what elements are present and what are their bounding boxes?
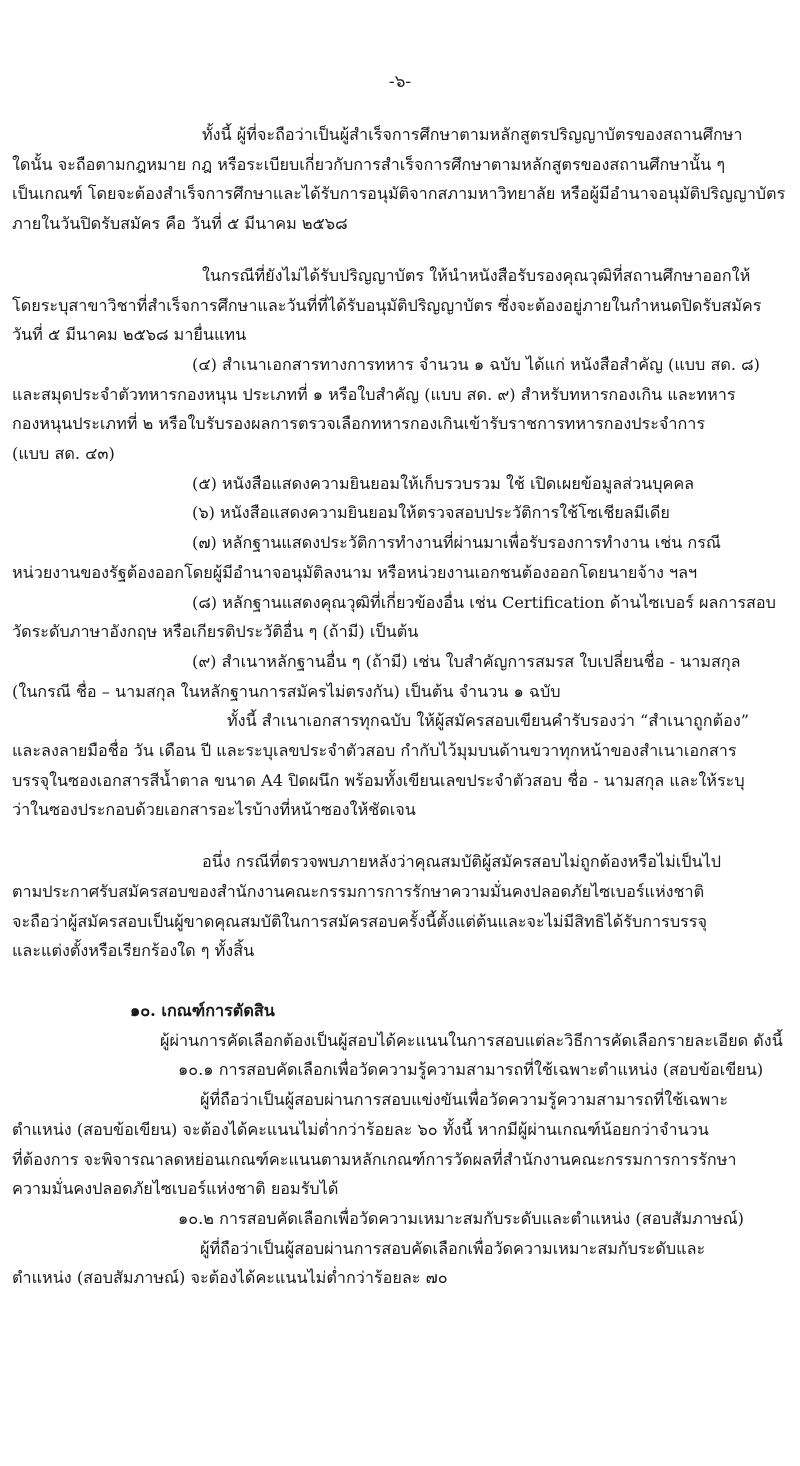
paragraph-spacer <box>12 239 788 261</box>
text-line: โดยระบุสาขาวิชาที่สำเร็จการศึกษาและวันที่ที่ได้รับอนุมัติปริญญาบัตร ซึ่งจะต้องอยู่ภายในกำหนดปิดรับสมัคร <box>12 295 762 315</box>
text-line: ๑๐.๒ การสอบคัดเลือกเพื่อวัดความเหมาะสมกับระดับและตำแหน่ง (สอบสัมภาษณ์) <box>178 1208 744 1228</box>
text-line: ทั้งนี้ ผู้ที่จะถือว่าเป็นผู้สำเร็จการศึกษาตามหลักสูตรปริญญาบัตรของสถานศึกษา <box>202 125 743 144</box>
section-heading: ๑๐. เกณฑ์การตัดสิน <box>130 1000 275 1020</box>
paragraph-spacer <box>12 966 788 996</box>
text-line: ผู้ที่ถือว่าเป็นผู้สอบผ่านการสอบคัดเลือกเพื่อวัดความเหมาะสมกับระดับและ <box>200 1238 706 1258</box>
text-line: (๙) สำเนาหลักฐานอื่น ๆ (ถ้ามี) เช่น ใบสำคัญการสมรส ใบเปลี่ยนชื่อ - นามสกุล <box>192 651 741 671</box>
text-line: ทั้งนี้ สำเนาเอกสารทุกฉบับ ให้ผู้สมัครสอบเขียนคำรับรองว่า “สำเนาถูกต้อง” <box>227 711 749 731</box>
text-line: ใดนั้น จะถือตามกฎหมาย กฎ หรือระเบียบเกี่ยวกับการสำเร็จการศึกษาตามหลักสูตรของสถานศึกษานั้น ๆ <box>12 154 726 174</box>
page-number: -๖- <box>388 72 412 92</box>
paragraph-spacer <box>12 825 788 847</box>
text-line: (แบบ สด. ๔๓) <box>12 444 115 464</box>
text-line: และลงลายมือชื่อ วัน เดือน ปี และระบุเลขประจำตัวสอบ กำกับไว้มุมบนด้านขวาทุกหน้าของสำเนาเอกสาร <box>12 741 737 761</box>
text-line: วัดระดับภาษาอังกฤษ หรือเกียรติประวัติอื่น ๆ (ถ้ามี) เป็นต้น <box>12 622 419 642</box>
text-line: (๖) หนังสือแสดงความยินยอมให้ตรวจสอบประวัติการใช้โซเชียลมีเดีย <box>192 503 670 523</box>
text-line: ตำแหน่ง (สอบสัมภาษณ์) จะต้องได้คะแนนไม่ต่ำกว่าร้อยละ ๗๐ <box>12 1268 448 1288</box>
text-line: ความมั่นคงปลอดภัยไซเบอร์แห่งชาติ ยอมรับได้ <box>12 1179 339 1199</box>
text-line: ว่าในซองประกอบด้วยเอกสารอะไรบ้างที่หน้าซองให้ชัดเจน <box>12 800 416 820</box>
text-line: และแต่งตั้งหรือเรียกร้องใด ๆ ทั้งสิ้น <box>12 941 255 961</box>
text-line: ตำแหน่ง (สอบข้อเขียน) จะต้องได้คะแนนไม่ต่ำกว่าร้อยละ ๖๐ ทั้งนี้ หากมีผู้ผ่านเกณฑ์น้อยกว่าจำนวน <box>12 1119 709 1139</box>
text-line: วันที่ ๕ มีนาคม ๒๕๖๘ มายื่นแทน <box>12 325 247 345</box>
text-line: (ในกรณี ชื่อ – นามสกุล ในหลักฐานการสมัครไม่ตรงกัน) เป็นต้น จำนวน ๑ ฉบับ <box>12 681 561 701</box>
text-line: กองหนุนประเภทที่ ๒ หรือใบรับรองผลการตรวจเลือกทหารกองเกินเข้ารับราชการทหารกองประจำการ <box>12 414 706 434</box>
text-line: (๕) หนังสือแสดงความยินยอมให้เก็บรวบรวม ใช้ เปิดเผยข้อมูลส่วนบุคคล <box>192 473 695 493</box>
text-line: (๘) หลักฐานแสดงคุณวุฒิที่เกี่ยวข้องอื่น เช่น Certification ด้านไซเบอร์ ผลการสอบ <box>192 592 776 612</box>
text-line: บรรจุในซองเอกสารสีน้ำตาล ขนาด A4 ปิดผนึก พร้อมทั้งเขียนเลขประจำตัวสอบ ชื่อ - นามสกุล และให้ระบุ <box>12 770 745 790</box>
document-body <box>12 120 788 1293</box>
text-line: ผู้ผ่านการคัดเลือกต้องเป็นผู้สอบได้คะแนนในการสอบแต่ละวิธีการคัดเลือกรายละเอียด ดังนี้ <box>160 1030 783 1050</box>
text-line: (๗) หลักฐานแสดงประวัติการทำงานที่ผ่านมาเพื่อรับรองการทำงาน เช่น กรณี <box>192 533 721 553</box>
text-line: จะถือว่าผู้สมัครสอบเป็นผู้ขาดคุณสมบัติในการสมัครสอบครั้งนี้ตั้งแต่ต้นและจะไม่มีสิทธิได้รับการบรรจุ <box>12 911 707 931</box>
text-line: ภายในวันปิดรับสมัคร คือ วันที่ ๕ มีนาคม ๒๕๖๘ <box>12 214 348 234</box>
text-line: (๔) สำเนาเอกสารทางการทหาร จำนวน ๑ ฉบับ ได้แก่ หนังสือสำคัญ (แบบ สด. ๘) <box>192 354 760 374</box>
text-line: อนึ่ง กรณีที่ตรวจพบภายหลังว่าคุณสมบัติผู้สมัครสอบไม่ถูกต้องหรือไม่เป็นไป <box>202 852 722 872</box>
text-line: ผู้ที่ถือว่าเป็นผู้สอบผ่านการสอบแข่งขันเพื่อวัดความรู้ความสามารถที่ใช้เฉพาะ <box>200 1090 729 1110</box>
text-line: เป็นเกณฑ์ โดยจะต้องสำเร็จการศึกษาและได้รับการอนุมัติจากสภามหาวิทยาลัย หรือผู้มีอำนาจอนุมัติปริญญาบัตร <box>12 184 786 204</box>
text-line: ในกรณีที่ยังไม่ได้รับปริญญาบัตร ให้นำหนังสือรับรองคุณวุฒิที่สถานศึกษาออกให้ <box>202 265 751 285</box>
text-line: และสมุดประจำตัวทหารกองหนุน ประเภทที่ ๑ หรือใบสำคัญ (แบบ สด. ๙) สำหรับทหารกองเกิน และทหาร <box>12 384 736 404</box>
text-line: ตามประกาศรับสมัครสอบของสำนักงานคณะกรรมการการรักษาความมั่นคงปลอดภัยไซเบอร์แห่งชาติ <box>12 881 705 901</box>
text-line: ที่ต้องการ จะพิจารณาลดหย่อนเกณฑ์คะแนนตามหลักเกณฑ์การวัดผลที่สำนักงานคณะกรรมการการรักษา <box>12 1149 737 1169</box>
text-line: ๑๐.๑ การสอบคัดเลือกเพื่อวัดความรู้ความสามารถที่ใช้เฉพาะตำแหน่ง (สอบข้อเขียน) <box>178 1060 764 1080</box>
text-line: หน่วยงานของรัฐต้องออกโดยผู้มีอำนาจอนุมัติลงนาม หรือหน่วยงานเอกชนต้องออกโดยนายจ้าง ฯลฯ <box>12 562 698 582</box>
